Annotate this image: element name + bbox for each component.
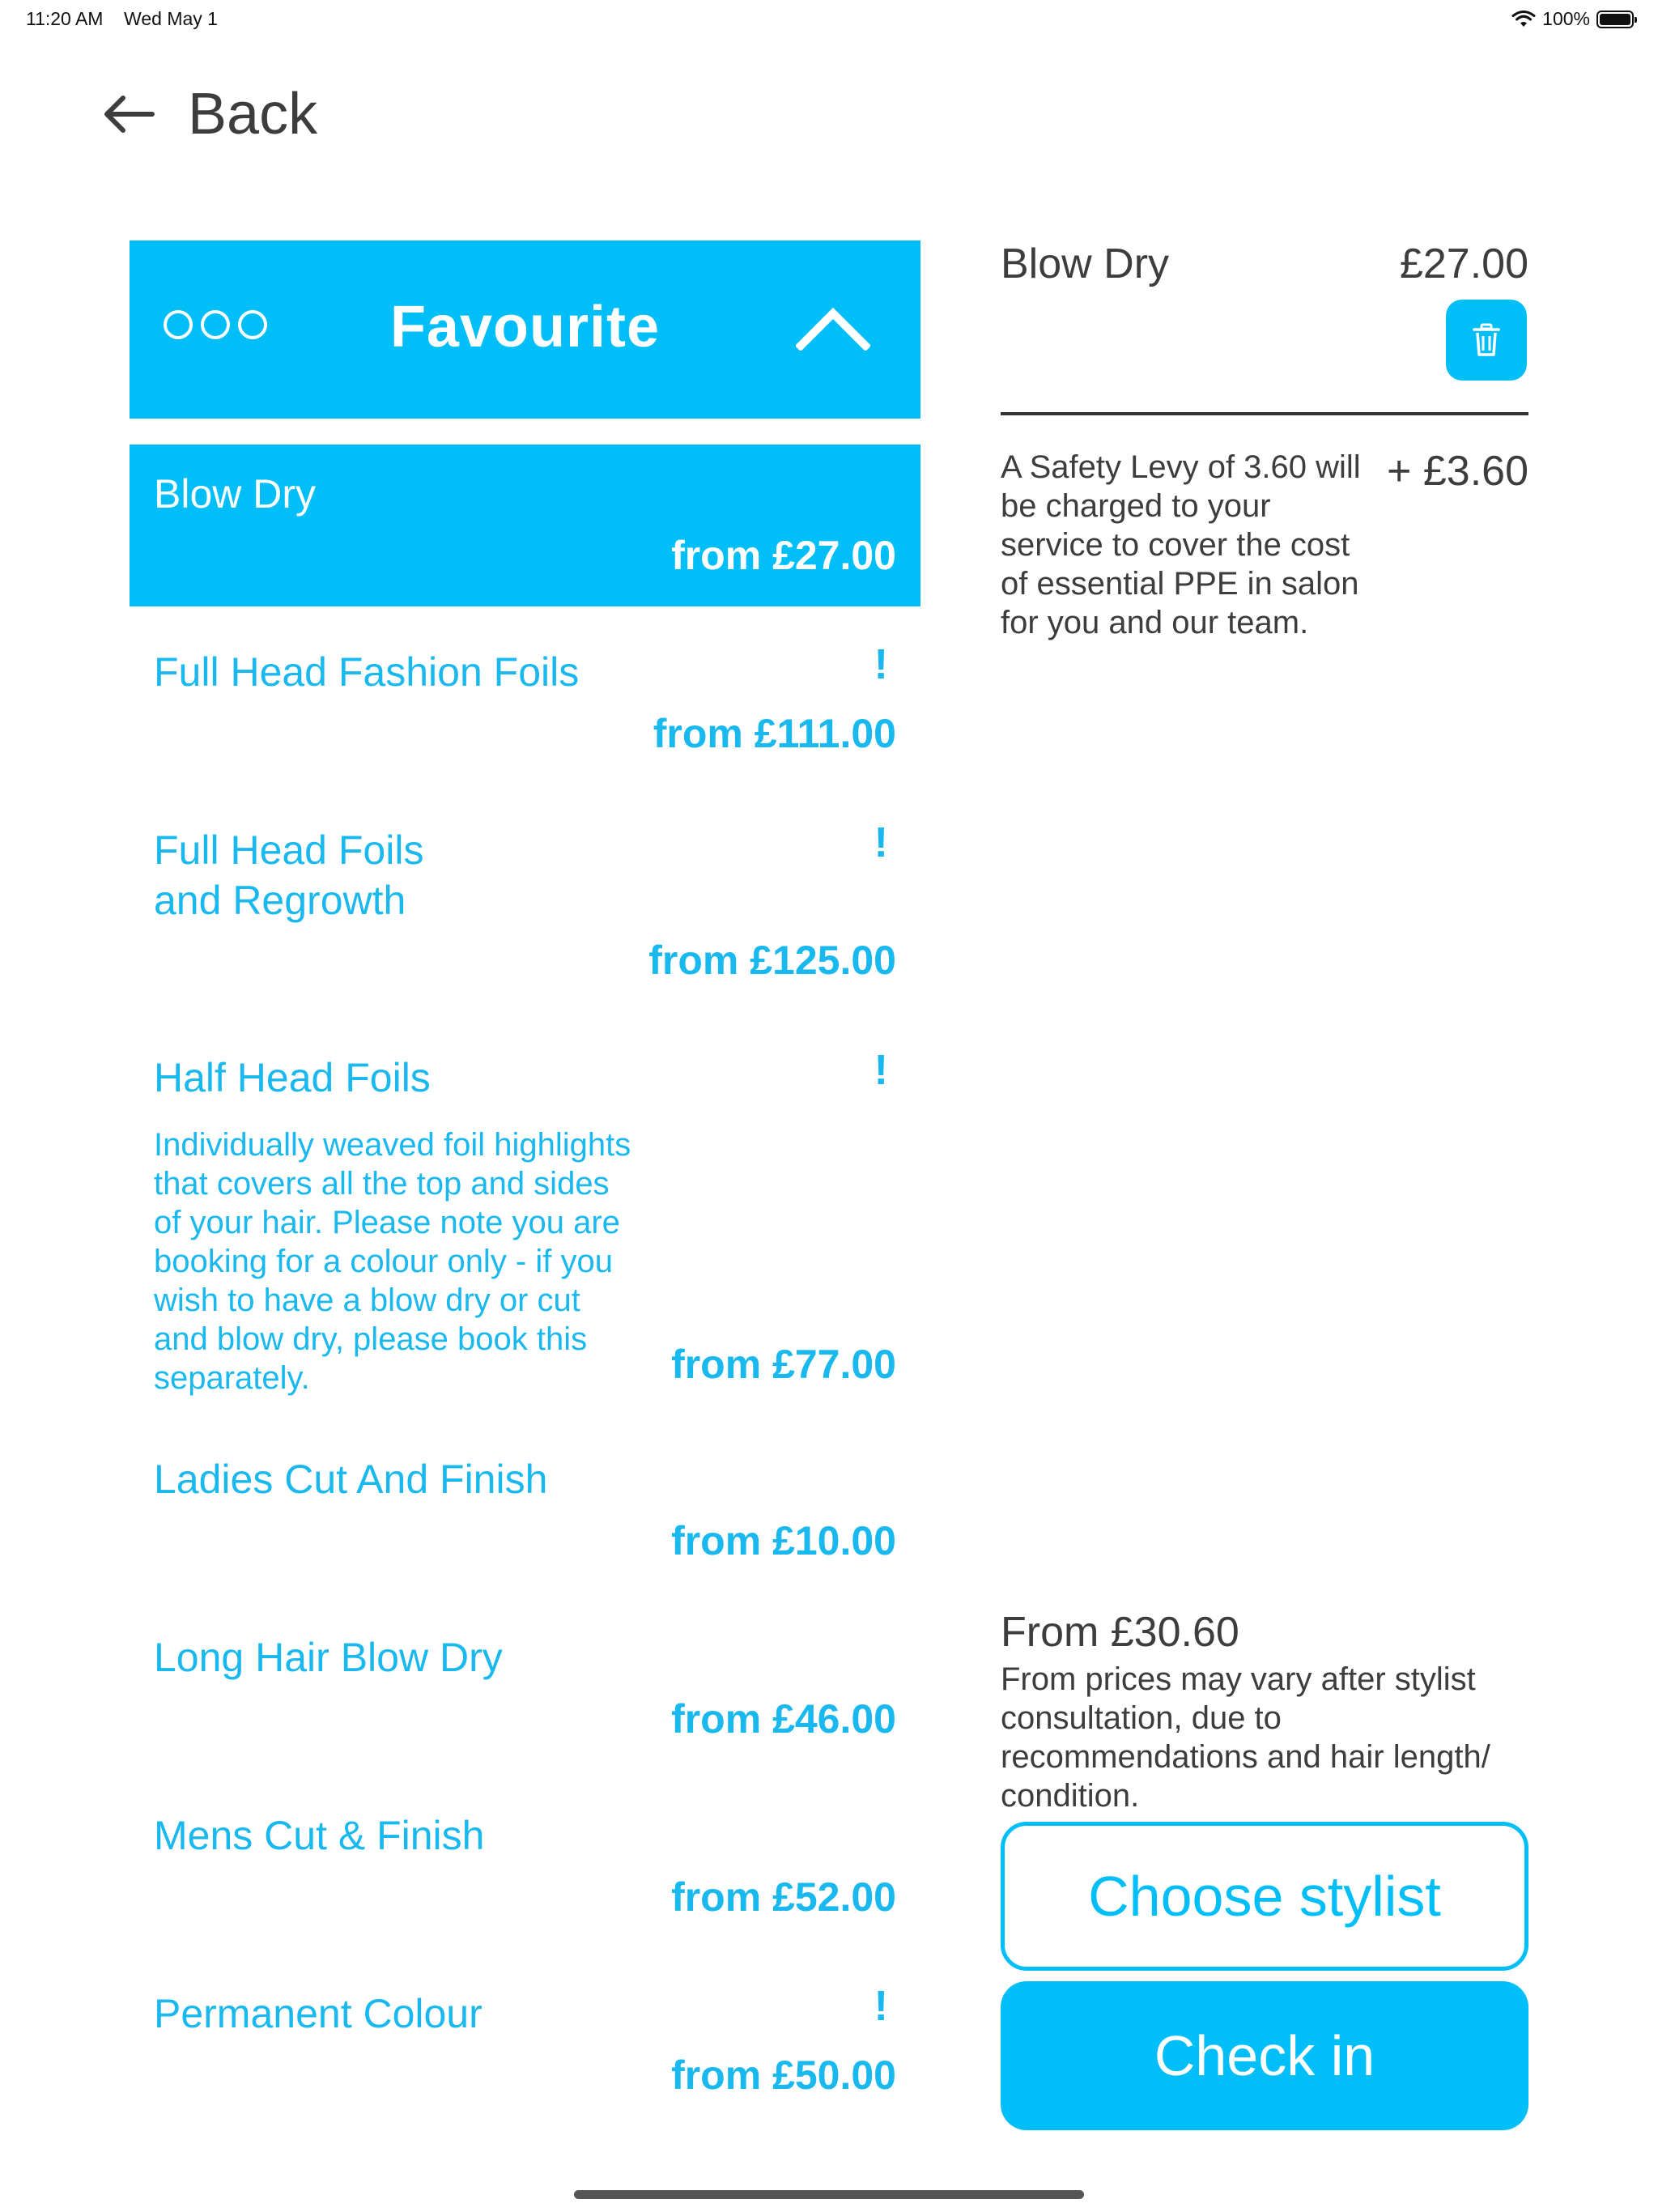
check-in-button[interactable]: Check in: [1001, 1981, 1528, 2130]
service-name: Long Hair Blow Dry: [154, 1635, 503, 1680]
service-price: from £50.00: [671, 2052, 896, 2098]
service-name: Full Head Fashion Foils: [154, 649, 580, 695]
home-indicator[interactable]: [574, 2190, 1084, 2199]
service-price: from £27.00: [671, 533, 896, 578]
arrow-left-icon: [102, 95, 155, 134]
service-item-mens-cut-finish[interactable]: [130, 1786, 920, 1948]
chevron-up-icon[interactable]: [796, 305, 870, 351]
safety-levy-text: A Safety Levy of 3.60 will be charged to your service to cover the cost of essential PPE in salon for you and our team.: [1001, 449, 1361, 640]
trash-icon: [1472, 323, 1501, 357]
service-item-long-hair-blow-dry[interactable]: [130, 1608, 920, 1770]
service-item-permanent-colour[interactable]: [130, 1964, 920, 2126]
service-price: from £125.00: [648, 938, 896, 983]
info-alert-icon[interactable]: !: [874, 819, 888, 866]
service-name: Half Head Foils: [154, 1055, 431, 1100]
service-description: Individually weaved foil highlights that covers all the top and sides of your hair. Please note you are booking for a colour only - if you wish to have a blow dry or cut and blow dry, please book this separately.: [154, 1127, 631, 1396]
service-item-ladies-cut-and-finish[interactable]: [130, 1430, 920, 1592]
category-header[interactable]: [130, 240, 920, 419]
service-price: from £77.00: [671, 1342, 896, 1387]
basket-divider: [1001, 412, 1528, 415]
info-alert-icon[interactable]: !: [874, 641, 888, 688]
service-name-line-1: Full Head Foils: [154, 827, 424, 873]
service-price: from £46.00: [671, 1696, 896, 1742]
remove-item-button[interactable]: [1446, 300, 1527, 381]
service-price: from £52.00: [671, 1874, 896, 1920]
status-time: 11:20 AM: [26, 8, 104, 29]
wifi-icon: [1511, 11, 1536, 28]
service-item-half-head-foils[interactable]: [130, 1028, 920, 1401]
battery-icon: [1596, 11, 1634, 28]
service-price: from £10.00: [671, 1518, 896, 1563]
safety-levy-price: + £3.60: [1387, 448, 1528, 495]
status-date: Wed May 1: [124, 8, 218, 29]
service-name-line-2: and Regrowth: [154, 878, 406, 923]
basket-item-name: Blow Dry: [1001, 240, 1170, 287]
service-name: Blow Dry: [154, 471, 317, 517]
info-alert-icon[interactable]: !: [874, 1983, 888, 2030]
service-item-blow-dry[interactable]: [130, 445, 920, 606]
info-alert-icon[interactable]: !: [874, 1047, 888, 1094]
category-title: Favourite: [389, 295, 661, 359]
service-name: Ladies Cut And Finish: [154, 1457, 548, 1502]
service-name: [154, 825, 423, 925]
battery-percent: 100%: [1542, 8, 1590, 29]
service-price: from £111.00: [653, 711, 896, 756]
choose-stylist-button[interactable]: Choose stylist: [1001, 1822, 1528, 1971]
price-disclaimer: From prices may vary after stylist consultation, due to recommendations and hair length/ condition.: [1001, 1661, 1490, 1814]
basket-item-price: £27.00: [1399, 240, 1528, 287]
back-label: Back: [188, 82, 318, 147]
service-name: Mens Cut & Finish: [154, 1813, 485, 1858]
service-name: Permanent Colour: [154, 1991, 483, 2036]
status-bar-indicators: [1511, 8, 1634, 30]
basket-total: From £30.60: [1001, 1609, 1239, 1656]
back-button[interactable]: [102, 81, 317, 147]
service-item-full-head-foils-regrowth[interactable]: [130, 801, 920, 1011]
status-bar-time: [26, 8, 218, 30]
service-item-full-head-fashion-foils[interactable]: [130, 623, 920, 785]
